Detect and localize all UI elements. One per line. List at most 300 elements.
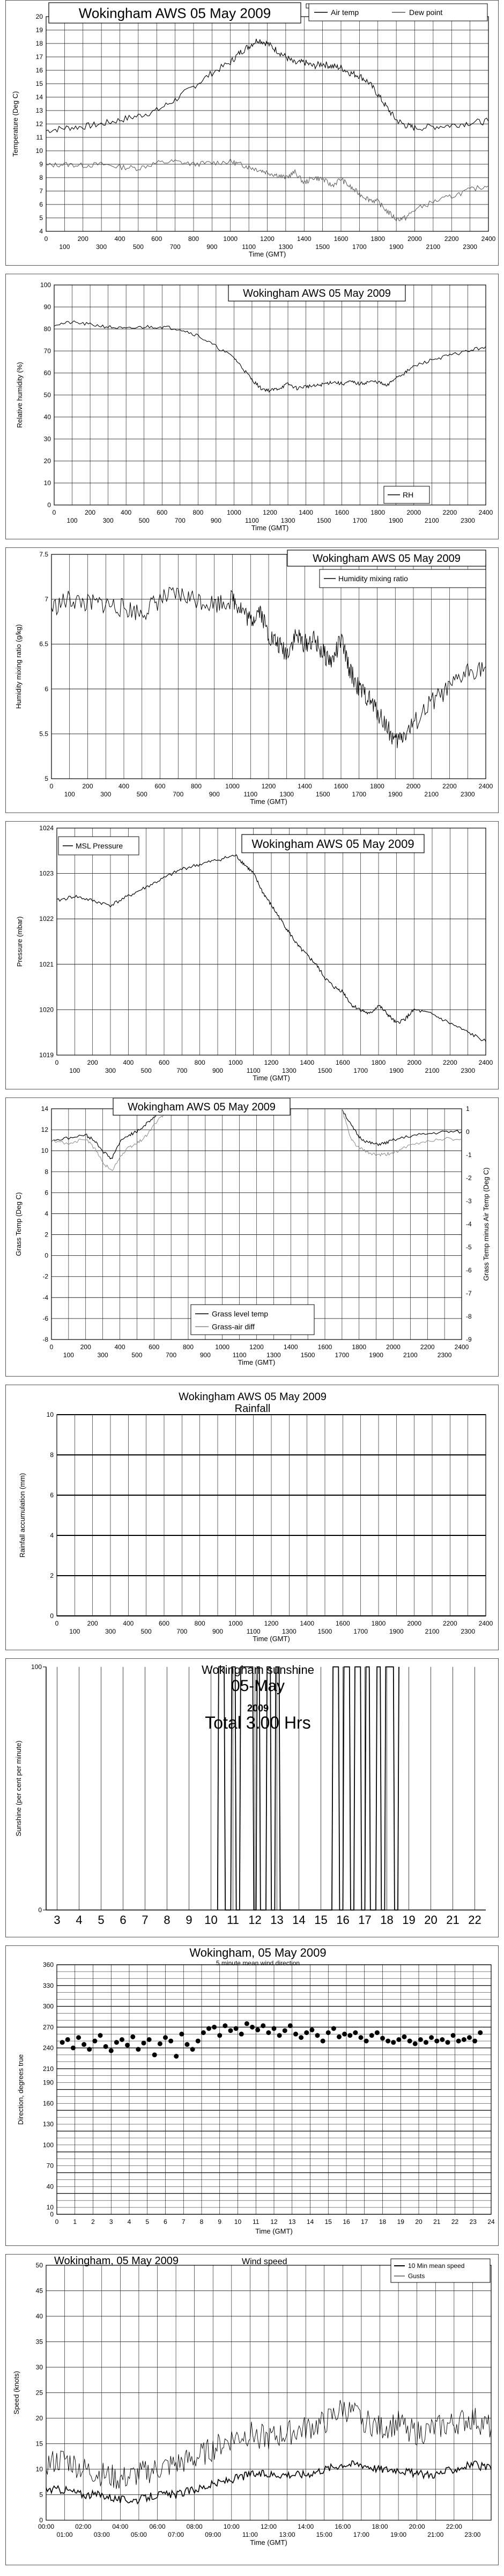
grass-series-grass-temp	[342, 1110, 462, 1146]
grass-y-tick-label: 2	[45, 1231, 48, 1239]
wdir-point	[434, 2039, 439, 2044]
grass-y2-tick-label: 1	[466, 1105, 470, 1113]
pressure-chart	[6, 822, 498, 1089]
temp-x-tick-label: 1300	[278, 243, 293, 251]
sun-x-tick-label: 20	[424, 1913, 438, 1927]
grass-y2-tick-label: -8	[466, 1313, 472, 1320]
mix-x-axis-label: Time (GMT)	[250, 797, 287, 806]
temp-y-tick-label: 9	[39, 160, 43, 168]
press-y-tick-label: 1020	[39, 1006, 54, 1014]
wdir-point	[163, 2035, 168, 2040]
rain-y-axis-label: Rainfall accumulation (mm)	[18, 1473, 26, 1558]
temp-x-tick-label: 800	[188, 235, 199, 243]
grass-y2-tick-label: -2	[466, 1174, 472, 1182]
grass-x-tick-label: 900	[199, 1351, 211, 1359]
sun-x-tick-label: 6	[120, 1913, 127, 1927]
press-x-tick-label: 1000	[228, 1059, 243, 1066]
rain-x-tick-label: 1100	[246, 1628, 261, 1635]
wdir-point	[92, 2039, 97, 2044]
sun-total: Total 3.00 Hrs	[205, 1713, 311, 1732]
press-title: Wokingham AWS 05 May 2009	[251, 837, 414, 851]
rh-y-tick-label: 100	[40, 281, 51, 289]
press-x-tick-label: 1600	[335, 1059, 350, 1066]
wdir-point	[369, 2033, 374, 2038]
wdir-x-tick-label: 23	[469, 2218, 477, 2226]
wdir-x-tick-label: 10	[234, 2218, 242, 2226]
grass-legend-temp: Grass level temp	[212, 1309, 269, 1318]
temp-x-tick-label: 1700	[352, 243, 367, 251]
temp-y-tick-label: 18	[35, 40, 43, 47]
grass-y-tick-label: 10	[41, 1147, 48, 1155]
wspd-y-tick-label: 25	[35, 2389, 43, 2397]
wdir-point	[196, 2039, 201, 2044]
grass-x-tick-label: 1800	[352, 1343, 367, 1351]
wspd-y-tick-label: 50	[35, 2262, 43, 2269]
rh-x-tick-label: 700	[174, 517, 186, 524]
press-x-tick-label: 300	[105, 1067, 116, 1074]
wdir-y-tick-label: 300	[42, 2002, 54, 2010]
wdir-point	[331, 2026, 336, 2031]
wdir-y-tick-label: 360	[42, 1961, 54, 1968]
wdir-point	[201, 2030, 206, 2035]
rh-y-tick-label: 60	[43, 369, 51, 377]
grass-legend-diff: Grass-air diff	[212, 1322, 255, 1331]
rain-x-tick-label: 200	[87, 1620, 98, 1627]
mix-x-tick-label: 2000	[406, 782, 421, 790]
rain-x-axis-label: Time (GMT)	[253, 1635, 290, 1643]
wdir-point	[451, 2033, 456, 2038]
mix-y-tick-label: 7	[45, 595, 48, 603]
wdir-y-tick-label: 40	[46, 2183, 54, 2191]
rh-x-tick-label: 1500	[316, 517, 331, 524]
mixing-ratio-chart	[6, 548, 498, 813]
grass-y2-tick-label: -7	[466, 1290, 472, 1297]
rain-x-tick-label: 1300	[281, 1628, 297, 1635]
temp-y-tick-label: 10	[35, 147, 43, 155]
press-x-tick-label: 900	[212, 1067, 224, 1074]
wdir-x-tick-label: 2	[91, 2218, 95, 2226]
grass-y-axis-label: Grass Temp (Deg C)	[14, 1192, 23, 1256]
mix-x-tick-label: 1000	[225, 782, 240, 790]
mix-y-tick-label: 6	[45, 685, 48, 693]
wdir-y-tick-label: 10	[46, 2204, 54, 2212]
wdir-point	[130, 2035, 135, 2039]
rain-x-tick-label: 2400	[478, 1620, 493, 1627]
rh-y-tick-label: 30	[43, 435, 51, 443]
wspd-y-tick-label: 20	[35, 2414, 43, 2422]
rh-x-tick-label: 2300	[461, 517, 475, 524]
rh-x-tick-label: 400	[121, 509, 132, 516]
wdir-point	[120, 2037, 124, 2042]
rh-x-tick-label: 1300	[280, 517, 295, 524]
wspd-x-tick-label: 04:00	[112, 2523, 129, 2530]
rain-y-tick-label: 0	[50, 1612, 54, 1620]
temp-title: Wokingham AWS 05 May 2009	[78, 5, 271, 21]
press-y-tick-label: 1021	[39, 960, 54, 968]
rh-x-tick-label: 1100	[245, 517, 259, 524]
temp-x-tick-label: 2200	[444, 235, 459, 243]
mix-x-tick-label: 2100	[424, 791, 439, 798]
press-x-tick-label: 2400	[478, 1059, 493, 1066]
temp-x-tick-label: 1600	[333, 235, 349, 243]
grass-x-tick-label: 1900	[369, 1351, 383, 1359]
press-y-tick-label: 1023	[39, 869, 54, 877]
rain-x-tick-label: 1600	[335, 1620, 350, 1627]
grass-x-tick-label: 700	[166, 1351, 177, 1359]
wdir-point	[288, 2023, 293, 2028]
wdir-point	[60, 2040, 65, 2045]
sun-x-tick-label: 14	[292, 1913, 306, 1927]
rain-x-tick-label: 1500	[317, 1628, 332, 1635]
temp-x-tick-label: 900	[206, 243, 218, 251]
wdir-point	[168, 2039, 173, 2044]
grass-y-tick-label: 12	[41, 1126, 48, 1134]
wdir-y-tick-label: 70	[46, 2162, 54, 2170]
wspd-x-tick-label: 23:00	[464, 2531, 481, 2538]
mix-x-tick-label: 1900	[388, 791, 403, 798]
temperature-chart	[6, 1, 498, 265]
grass-y2-tick-label: 0	[466, 1128, 470, 1136]
press-y-axis-label: Pressure (mbar)	[16, 916, 24, 967]
temp-x-tick-label: 0	[44, 235, 48, 243]
wdir-y-tick-label: 210	[42, 2065, 54, 2073]
grass-x-tick-label: 0	[49, 1343, 54, 1351]
wdir-point	[429, 2035, 434, 2040]
rain-x-tick-label: 1900	[389, 1628, 404, 1635]
wspd-subtitle: Wind speed	[242, 2257, 287, 2266]
sun-x-tick-label: 18	[380, 1913, 394, 1927]
grass-series-grass-air-diff	[342, 1109, 462, 1156]
wdir-point	[217, 2033, 222, 2038]
wspd-x-tick-label: 18:00	[372, 2523, 388, 2530]
wdir-point	[71, 2046, 76, 2051]
wdir-y-axis-label: Direction, degrees true	[17, 2054, 25, 2125]
mix-x-tick-label: 1600	[333, 782, 349, 790]
wdir-x-tick-label: 9	[218, 2218, 222, 2226]
grass-x-tick-label: 600	[149, 1343, 160, 1351]
wdir-point	[266, 2030, 271, 2035]
grass-y2-tick-label: -1	[466, 1151, 472, 1159]
grass-x-tick-label: 1500	[300, 1351, 315, 1359]
rh-y-axis-label: Relative humidity (%)	[16, 362, 24, 428]
grass-y-tick-label: 4	[45, 1210, 48, 1218]
wdir-x-tick-label: 21	[433, 2218, 441, 2226]
grass-x-tick-label: 200	[80, 1343, 91, 1351]
wdir-point	[478, 2030, 483, 2035]
rain-x-tick-label: 500	[140, 1628, 152, 1635]
temp-x-tick-label: 1800	[370, 235, 386, 243]
wdir-point	[142, 2040, 146, 2045]
grass-x-tick-label: 300	[97, 1351, 108, 1359]
mix-x-tick-label: 2400	[478, 782, 493, 790]
wdir-x-tick-label: 13	[288, 2218, 296, 2226]
wdir-point	[250, 2025, 255, 2030]
rh-x-tick-label: 900	[210, 517, 221, 524]
wdir-point	[386, 2039, 390, 2044]
rh-x-tick-label: 1800	[370, 509, 386, 516]
temp-y-tick-label: 6	[39, 201, 43, 208]
rain-x-tick-label: 600	[158, 1620, 170, 1627]
wdir-point	[228, 2028, 233, 2033]
wdir-point	[81, 2042, 86, 2047]
temp-x-tick-label: 1100	[242, 243, 256, 251]
sun-x-tick-label: 7	[142, 1913, 149, 1927]
wdir-y-tick-label: 190	[42, 2079, 54, 2087]
rh-title: Wokingham AWS 05 May 2009	[243, 288, 391, 300]
temp-legend-dew-point: Dew point	[409, 8, 443, 17]
press-x-tick-label: 1900	[389, 1067, 404, 1074]
grass-title: Wokingham AWS 05 May 2009	[128, 1101, 276, 1114]
temp-x-tick-label: 300	[96, 243, 107, 251]
rain-x-tick-label: 2200	[442, 1620, 457, 1627]
rain-y-tick-label: 6	[50, 1491, 54, 1499]
wdir-x-tick-label: 8	[199, 2218, 204, 2226]
wdir-y-tick-label: 330	[42, 1981, 54, 1989]
temp-x-tick-label: 1200	[260, 235, 275, 243]
rain-x-tick-label: 2000	[407, 1620, 422, 1627]
wdir-x-tick-label: 22	[451, 2218, 459, 2226]
mix-x-tick-label: 100	[64, 791, 75, 798]
sun-y-tick-label: 0	[38, 1906, 42, 1914]
wdir-point	[446, 2040, 450, 2045]
rh-x-tick-label: 1700	[352, 517, 367, 524]
wspd-y-tick-label: 0	[39, 2516, 43, 2524]
grass-x-tick-label: 2100	[403, 1351, 418, 1359]
wspd-x-tick-label: 14:00	[298, 2523, 314, 2530]
temp-x-tick-label: 1500	[315, 243, 330, 251]
rain-x-tick-label: 800	[194, 1620, 205, 1627]
temp-x-tick-label: 500	[132, 243, 144, 251]
rh-x-tick-label: 1400	[299, 509, 313, 516]
wspd-x-tick-label: 21:00	[427, 2531, 444, 2538]
mix-x-tick-label: 1500	[315, 791, 330, 798]
wdir-point	[65, 2037, 70, 2042]
rh-x-tick-label: 300	[102, 517, 114, 524]
wspd-x-tick-label: 00:00	[38, 2523, 55, 2530]
rain-x-tick-label: 700	[176, 1628, 188, 1635]
rain-x-tick-label: 2100	[425, 1628, 440, 1635]
wdir-point	[179, 2032, 184, 2037]
temp-y-tick-label: 5	[39, 214, 43, 222]
wdir-x-tick-label: 24	[487, 2218, 495, 2226]
sun-x-tick-label: 17	[358, 1913, 372, 1927]
rh-x-tick-label: 1000	[227, 509, 241, 516]
wdir-point	[462, 2037, 466, 2042]
rh-x-tick-label: 2200	[442, 509, 457, 516]
mix-legend-entry: Humidity mixing ratio	[338, 574, 408, 583]
mix-title: Wokingham AWS 05 May 2009	[313, 553, 461, 565]
sun-title-year: 2009	[247, 1703, 269, 1714]
mixing-ratio-chart-panel	[5, 547, 499, 813]
grass-y-tick-label: 8	[45, 1168, 48, 1176]
press-x-tick-label: 1300	[281, 1067, 297, 1074]
wdir-point	[299, 2035, 303, 2040]
press-x-tick-label: 1800	[371, 1059, 386, 1066]
wdir-point	[185, 2042, 190, 2047]
temp-x-tick-label: 200	[77, 235, 88, 243]
wdir-x-tick-label: 12	[270, 2218, 278, 2226]
sun-x-tick-label: 9	[186, 1913, 192, 1927]
mix-x-tick-label: 1100	[243, 791, 258, 798]
mix-x-tick-label: 1700	[352, 791, 367, 798]
wind-speed-chart	[6, 2255, 498, 2565]
press-x-tick-label: 1200	[264, 1059, 279, 1066]
grass-y-tick-label: 0	[45, 1252, 48, 1260]
grass-y-tick-label: -4	[42, 1293, 48, 1301]
wspd-legend-mean: 10 Min mean speed	[408, 2262, 465, 2270]
wdir-x-tick-label: 20	[415, 2218, 423, 2226]
wdir-y-tick-label: 130	[42, 2120, 54, 2128]
wdir-point	[326, 2030, 331, 2035]
press-x-tick-label: 1700	[353, 1067, 368, 1074]
press-x-tick-label: 500	[140, 1067, 152, 1074]
rain-x-tick-label: 1800	[371, 1620, 386, 1627]
pressure-chart-panel	[5, 821, 499, 1089]
wspd-x-tick-label: 17:00	[353, 2531, 369, 2538]
temp-x-tick-label: 1900	[389, 243, 404, 251]
wdir-point	[136, 2047, 140, 2052]
sun-x-tick-label: 19	[402, 1913, 416, 1927]
temp-y-tick-label: 7	[39, 187, 43, 195]
wdir-x-tick-label: 16	[343, 2218, 350, 2226]
wdir-point	[76, 2035, 81, 2040]
rh-x-tick-label: 1900	[388, 517, 403, 524]
rh-y-tick-label: 20	[43, 457, 51, 465]
wdir-y-tick-label: 0	[50, 2211, 54, 2218]
sun-x-tick-label: 4	[76, 1913, 83, 1927]
mix-x-tick-label: 500	[136, 791, 147, 798]
temperature-chart-panel	[5, 0, 499, 266]
grass-x-tick-label: 2200	[420, 1343, 435, 1351]
rh-x-tick-label: 2100	[425, 517, 439, 524]
wdir-point	[283, 2028, 287, 2033]
wspd-x-tick-label: 11:00	[242, 2531, 258, 2538]
mix-x-tick-label: 900	[209, 791, 220, 798]
wspd-x-tick-label: 06:00	[149, 2523, 166, 2530]
press-legend-entry: MSL Pressure	[76, 841, 123, 850]
wspd-y-tick-label: 5	[39, 2491, 43, 2499]
wspd-x-tick-label: 08:00	[186, 2523, 203, 2530]
press-x-tick-label: 700	[176, 1067, 188, 1074]
press-x-tick-label: 1400	[300, 1059, 315, 1066]
wdir-point	[315, 2033, 320, 2038]
grass-x-tick-label: 1600	[317, 1343, 332, 1351]
temp-x-tick-label: 1400	[297, 235, 312, 243]
wdir-x-tick-label: 3	[109, 2218, 113, 2226]
wdir-point	[174, 2054, 179, 2059]
temp-x-tick-label: 400	[114, 235, 125, 243]
rh-x-tick-label: 500	[138, 517, 150, 524]
wdir-y-tick-label: 160	[42, 2099, 54, 2107]
wdir-point	[261, 2023, 265, 2028]
sun-x-tick-label: 12	[248, 1913, 262, 1927]
grass-x-tick-label: 2300	[437, 1351, 452, 1359]
wspd-x-tick-label: 15:00	[316, 2531, 332, 2538]
rh-y-tick-label: 70	[43, 347, 51, 355]
grass-y-tick-label: -8	[42, 1336, 48, 1343]
grass-y2-tick-label: -4	[466, 1220, 472, 1228]
rh-legend-rh: RH	[403, 491, 414, 499]
temp-y-tick-label: 16	[35, 67, 43, 74]
sun-series-sunshine	[218, 1667, 399, 1910]
mix-x-tick-label: 2200	[442, 782, 457, 790]
wdir-point	[321, 2039, 325, 2044]
rain-x-tick-label: 2300	[461, 1628, 476, 1635]
press-x-tick-label: 200	[87, 1059, 98, 1066]
wdir-point	[407, 2039, 412, 2044]
wdir-point	[472, 2039, 477, 2044]
wdir-point	[114, 2040, 119, 2045]
wspd-x-tick-label: 22:00	[446, 2523, 462, 2530]
wdir-point	[244, 2021, 249, 2026]
wdir-point	[158, 2041, 162, 2046]
wdir-title: Wokingham, 05 May 2009	[189, 1946, 327, 1959]
temp-legend-air-temp: Air temp	[331, 8, 359, 17]
wdir-subtitle: 5 minute mean wind direction	[216, 1959, 300, 1967]
temp-x-tick-label: 1000	[223, 235, 238, 243]
wspd-y-tick-label: 40	[35, 2312, 43, 2320]
sun-x-tick-label: 8	[164, 1913, 171, 1927]
rain-x-tick-label: 400	[123, 1620, 134, 1627]
press-x-tick-label: 2100	[425, 1067, 440, 1074]
press-x-axis-label: Time (GMT)	[253, 1074, 290, 1082]
mix-x-tick-label: 1300	[279, 791, 294, 798]
sun-x-tick-label: 11	[227, 1913, 239, 1927]
rain-y-tick-label: 2	[50, 1572, 54, 1579]
mix-y-tick-label: 5	[45, 775, 48, 782]
temp-y-tick-label: 12	[35, 120, 43, 128]
wdir-point	[342, 2032, 347, 2037]
grass-y2-tick-label: -6	[466, 1267, 472, 1274]
sun-title-date: 05-May	[231, 1677, 285, 1695]
press-x-tick-label: 400	[123, 1059, 134, 1066]
grass-y-tick-label: 14	[41, 1105, 48, 1113]
wdir-point	[98, 2033, 103, 2038]
wspd-x-tick-label: 07:00	[168, 2531, 184, 2538]
wdir-point	[402, 2035, 407, 2039]
wdir-point	[277, 2033, 282, 2038]
wspd-x-tick-label: 13:00	[279, 2531, 295, 2538]
wdir-y-tick-label: 240	[42, 2044, 54, 2052]
rh-y-tick-label: 10	[43, 479, 51, 487]
wdir-point	[353, 2030, 358, 2035]
press-x-tick-label: 2200	[442, 1059, 457, 1066]
sun-x-tick-label: 10	[204, 1913, 218, 1927]
wdir-point	[255, 2028, 260, 2032]
press-x-tick-label: 1500	[317, 1067, 332, 1074]
grass-y-tick-label: 6	[45, 1189, 48, 1197]
temp-y-tick-label: 4	[39, 228, 43, 235]
wspd-x-tick-label: 09:00	[205, 2531, 221, 2538]
mix-x-tick-label: 1800	[370, 782, 384, 790]
wdir-x-tick-label: 4	[127, 2218, 131, 2226]
grass-y2-tick-label: -5	[466, 1243, 472, 1251]
wdir-point	[440, 2037, 444, 2042]
rh-x-tick-label: 100	[66, 517, 78, 524]
wdir-point	[347, 2033, 352, 2038]
temp-y-tick-label: 20	[35, 13, 43, 20]
temp-y-tick-label: 17	[35, 53, 43, 61]
wspd-x-tick-label: 05:00	[130, 2531, 147, 2538]
sunshine-chart-panel	[5, 1658, 499, 1937]
wdir-x-tick-label: 17	[361, 2218, 368, 2226]
rainfall-chart-panel	[5, 1385, 499, 1650]
wdir-point	[103, 2044, 108, 2049]
grass-x-tick-label: 1700	[335, 1351, 350, 1359]
wspd-y-tick-label: 10	[35, 2465, 43, 2473]
temp-x-tick-label: 2400	[481, 235, 496, 243]
temp-x-tick-label: 600	[151, 235, 162, 243]
